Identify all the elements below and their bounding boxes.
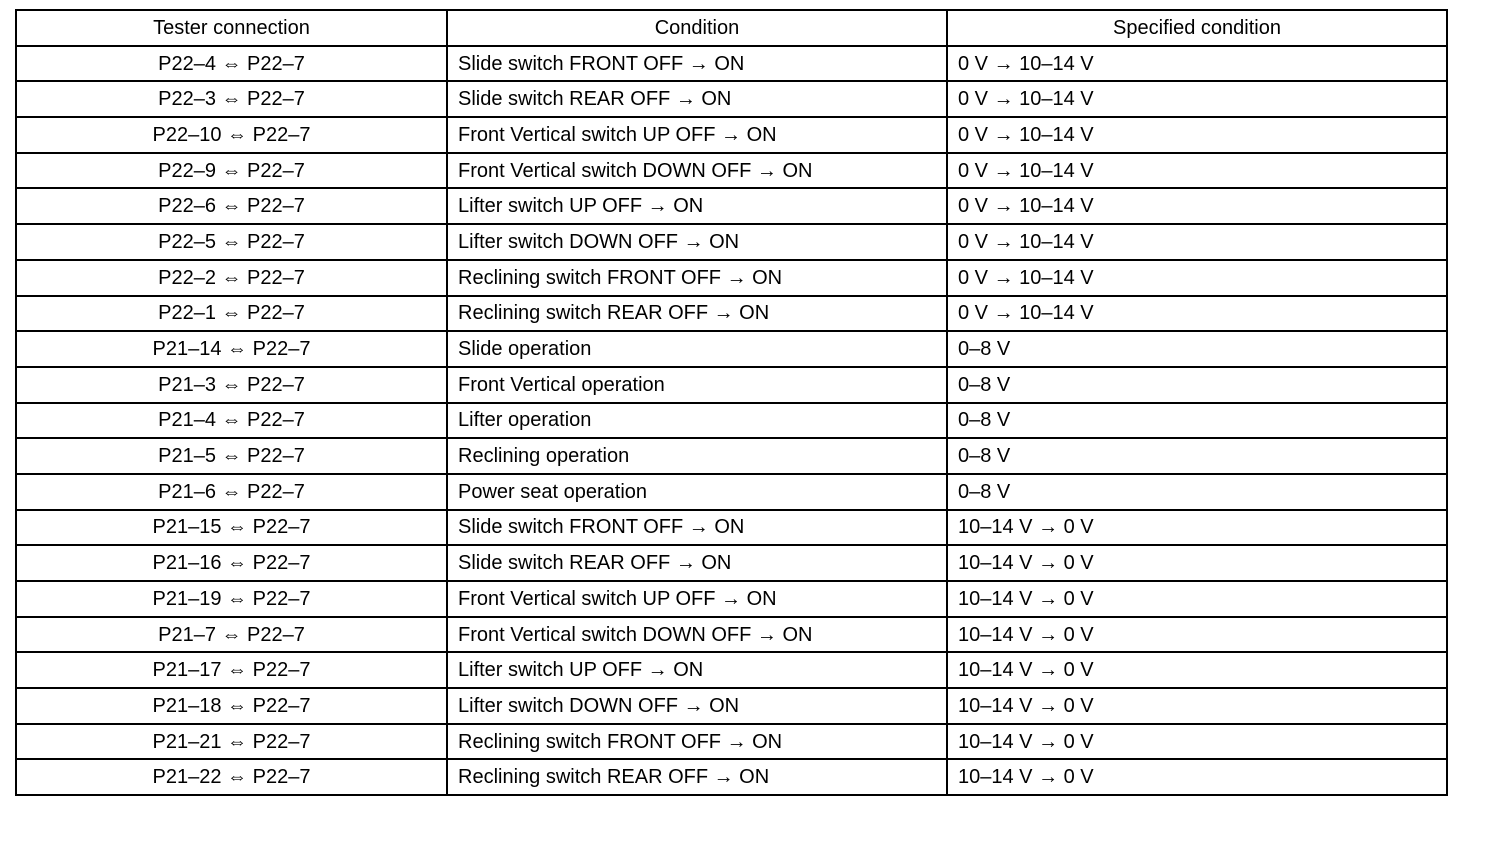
- cell-tester-connection: P21–17 ⇔ P22–7: [16, 652, 447, 688]
- cell-specified-condition: 0 V → 10–14 V: [947, 224, 1447, 260]
- cell-tester-connection: P22–6 ⇔ P22–7: [16, 188, 447, 224]
- cell-specified-condition: 0 V → 10–14 V: [947, 260, 1447, 296]
- cell-tester-connection: P21–6 ⇔ P22–7: [16, 474, 447, 510]
- header-tester-connection: Tester connection: [16, 10, 447, 46]
- cell-tester-connection: P22–1 ⇔ P22–7: [16, 296, 447, 332]
- cell-specified-condition: 10–14 V → 0 V: [947, 652, 1447, 688]
- cell-tester-connection: P21–19 ⇔ P22–7: [16, 581, 447, 617]
- table-row: [16, 296, 1447, 332]
- cell-specified-condition: 0 V → 10–14 V: [947, 81, 1447, 117]
- cell-tester-connection: P21–21 ⇔ P22–7: [16, 724, 447, 760]
- table-row: [16, 224, 1447, 260]
- cell-condition: Front Vertical switch UP OFF → ON: [447, 117, 947, 153]
- table-row: [16, 510, 1447, 546]
- cell-condition: Reclining switch REAR OFF → ON: [447, 759, 947, 795]
- cell-condition: Reclining operation: [447, 438, 947, 474]
- cell-specified-condition: 10–14 V → 0 V: [947, 724, 1447, 760]
- cell-specified-condition: 0–8 V: [947, 474, 1447, 510]
- cell-condition: Slide switch REAR OFF → ON: [447, 81, 947, 117]
- cell-tester-connection: P21–5 ⇔ P22–7: [16, 438, 447, 474]
- cell-specified-condition: 10–14 V → 0 V: [947, 759, 1447, 795]
- cell-specified-condition: 10–14 V → 0 V: [947, 688, 1447, 724]
- cell-tester-connection: P22–9 ⇔ P22–7: [16, 153, 447, 189]
- table-row: [16, 81, 1447, 117]
- cell-condition: Front Vertical switch DOWN OFF → ON: [447, 617, 947, 653]
- cell-tester-connection: P21–7 ⇔ P22–7: [16, 617, 447, 653]
- cell-specified-condition: 10–14 V → 0 V: [947, 545, 1447, 581]
- cell-specified-condition: 0 V → 10–14 V: [947, 188, 1447, 224]
- cell-specified-condition: 0–8 V: [947, 438, 1447, 474]
- table-row: [16, 331, 1447, 367]
- specification-table: [15, 9, 1448, 796]
- cell-tester-connection: P21–15 ⇔ P22–7: [16, 510, 447, 546]
- cell-condition: Lifter switch DOWN OFF → ON: [447, 688, 947, 724]
- cell-tester-connection: P22–2 ⇔ P22–7: [16, 260, 447, 296]
- cell-condition: Lifter switch UP OFF → ON: [447, 188, 947, 224]
- cell-specified-condition: 0 V → 10–14 V: [947, 296, 1447, 332]
- cell-tester-connection: P22–4 ⇔ P22–7: [16, 46, 447, 82]
- cell-condition: Lifter operation: [447, 403, 947, 439]
- table-row: [16, 688, 1447, 724]
- cell-condition: Power seat operation: [447, 474, 947, 510]
- table-row: [16, 617, 1447, 653]
- cell-condition: Lifter switch DOWN OFF → ON: [447, 224, 947, 260]
- cell-specified-condition: 10–14 V → 0 V: [947, 581, 1447, 617]
- cell-condition: Front Vertical switch DOWN OFF → ON: [447, 153, 947, 189]
- cell-condition: Reclining switch REAR OFF → ON: [447, 296, 947, 332]
- table-row: [16, 759, 1447, 795]
- header-row: [16, 10, 1447, 46]
- cell-tester-connection: P21–16 ⇔ P22–7: [16, 545, 447, 581]
- cell-specified-condition: 0–8 V: [947, 367, 1447, 403]
- cell-condition: Slide operation: [447, 331, 947, 367]
- table-row: [16, 724, 1447, 760]
- cell-tester-connection: P22–3 ⇔ P22–7: [16, 81, 447, 117]
- cell-specified-condition: 0 V → 10–14 V: [947, 46, 1447, 82]
- cell-tester-connection: P22–5 ⇔ P22–7: [16, 224, 447, 260]
- cell-specified-condition: 10–14 V → 0 V: [947, 617, 1447, 653]
- table-row: [16, 474, 1447, 510]
- cell-tester-connection: P21–4 ⇔ P22–7: [16, 403, 447, 439]
- cell-condition: Slide switch REAR OFF → ON: [447, 545, 947, 581]
- table-row: [16, 117, 1447, 153]
- cell-condition: Lifter switch UP OFF → ON: [447, 652, 947, 688]
- cell-tester-connection: P21–3 ⇔ P22–7: [16, 367, 447, 403]
- table-row: [16, 188, 1447, 224]
- table-row: [16, 403, 1447, 439]
- cell-tester-connection: P21–14 ⇔ P22–7: [16, 331, 447, 367]
- table-row: [16, 260, 1447, 296]
- cell-specified-condition: 0 V → 10–14 V: [947, 117, 1447, 153]
- table-row: [16, 46, 1447, 82]
- cell-tester-connection: P22–10 ⇔ P22–7: [16, 117, 447, 153]
- cell-condition: Slide switch FRONT OFF → ON: [447, 46, 947, 82]
- header-condition: Condition: [447, 10, 947, 46]
- table-row: [16, 438, 1447, 474]
- table-row: [16, 367, 1447, 403]
- table-row: [16, 581, 1447, 617]
- cell-tester-connection: P21–22 ⇔ P22–7: [16, 759, 447, 795]
- cell-condition: Slide switch FRONT OFF → ON: [447, 510, 947, 546]
- table-row: [16, 652, 1447, 688]
- cell-specified-condition: 0–8 V: [947, 403, 1447, 439]
- cell-condition: Front Vertical operation: [447, 367, 947, 403]
- cell-specified-condition: 0 V → 10–14 V: [947, 153, 1447, 189]
- cell-condition: Front Vertical switch UP OFF → ON: [447, 581, 947, 617]
- header-specified-condition: Specified condition: [947, 10, 1447, 46]
- cell-condition: Reclining switch FRONT OFF → ON: [447, 724, 947, 760]
- cell-specified-condition: 0–8 V: [947, 331, 1447, 367]
- table-header: [16, 10, 1447, 46]
- cell-condition: Reclining switch FRONT OFF → ON: [447, 260, 947, 296]
- cell-specified-condition: 10–14 V → 0 V: [947, 510, 1447, 546]
- cell-tester-connection: P21–18 ⇔ P22–7: [16, 688, 447, 724]
- table-body: [16, 46, 1447, 795]
- table-row: [16, 545, 1447, 581]
- table-row: [16, 153, 1447, 189]
